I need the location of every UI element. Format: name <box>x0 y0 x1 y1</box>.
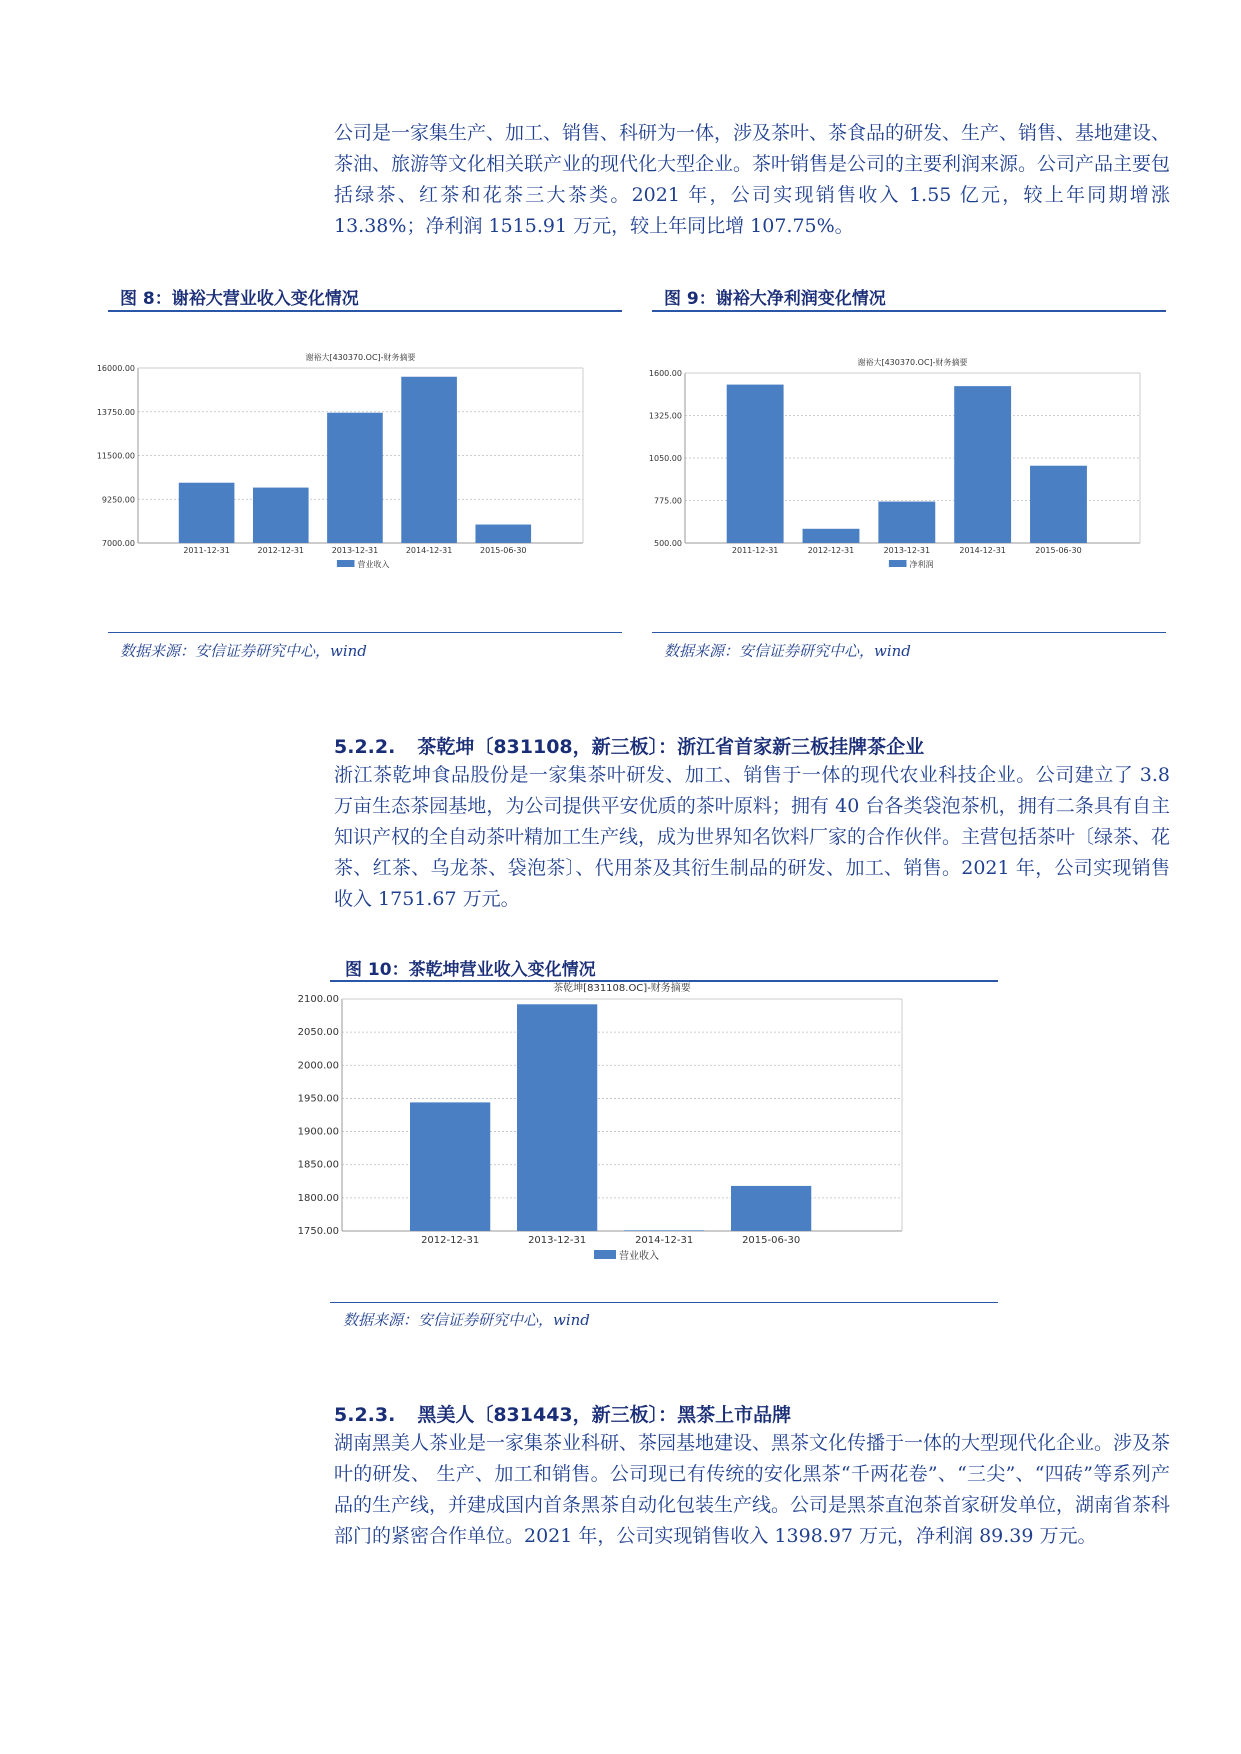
fig10-ytick-label: 1850.00 <box>297 1159 339 1171</box>
fig10-ytick-label: 1800.00 <box>297 1192 339 1204</box>
fig8-bottom-rule <box>108 632 622 633</box>
section-522-heading <box>334 732 924 759</box>
fig10-xtick-label: 2014-12-31 <box>635 1235 694 1246</box>
fig9-bar <box>1030 466 1087 543</box>
fig9-bar <box>727 385 784 543</box>
fig10-ytick-label: 2000.00 <box>297 1060 339 1072</box>
fig8-title: 谢裕大[430370.OC]-财务摘要 <box>305 353 416 362</box>
fig10-xtick-label: 2013-12-31 <box>528 1235 587 1246</box>
section-522-paragraph: 浙江茶乾坤食品股份是一家集茶叶研发、加工、销售于一体的现代农业科技企业。公司建立了 3.8 万亩生态茶园基地，为公司提供平安优质的茶叶原料；拥有 40 台各类袋泡茶机，拥有二条具有自主知识产权的全自动茶叶精加工生产线，成为世界知名饮料厂家的合作伙伴。主营包括茶叶〔绿茶、花茶、红茶、乌龙茶、袋泡茶〕、代用茶及其衍生制品的研发、加工、销售。2021 年，公司实现销售收入 1751.67 万元。 <box>334 764 1171 910</box>
fig8-ytick-label: 7000.00 <box>101 539 135 548</box>
fig9-bar <box>803 529 860 543</box>
fig10-xtick-label: 2015-06-30 <box>742 1235 801 1246</box>
fig9-legend-label: 净利润 <box>909 560 934 569</box>
fig8-chart <box>96 340 622 610</box>
fig9-ytick-label: 1600.00 <box>648 369 682 378</box>
fig9-legend-swatch <box>889 560 907 567</box>
fig8-xtick-label: 2012-12-31 <box>257 546 305 555</box>
fig10-ytick-label: 2050.00 <box>297 1027 339 1039</box>
fig8-bar <box>179 483 235 543</box>
fig8-bar <box>327 413 383 543</box>
fig10-source: 数据来源：安信证券研究中心，wind <box>343 1311 590 1329</box>
fig9-chart <box>648 340 1166 610</box>
fig8-bar <box>475 525 531 543</box>
fig10-ytick-label: 1750.00 <box>297 1226 339 1237</box>
fig8-ytick-label: 13750.00 <box>96 407 135 417</box>
fig10-bar <box>731 1186 811 1231</box>
fig10-legend-label: 营业收入 <box>619 1251 659 1262</box>
section-523-title: 黑美人〔831443，新三板〕：黑茶上市品牌 <box>417 1404 792 1426</box>
fig9-top-rule <box>652 310 1166 312</box>
fig9-caption: 图 9：谢裕大净利润变化情况 <box>664 289 886 309</box>
fig9-bar <box>954 386 1011 543</box>
section-522-number: 5.2.2. <box>334 736 396 758</box>
fig10-ytick-label: 1950.00 <box>297 1093 339 1105</box>
fig8-bar <box>401 377 457 543</box>
fig10-xtick-label: 2012-12-31 <box>421 1235 480 1246</box>
fig10-bar <box>410 1102 490 1231</box>
fig10-bar <box>624 1230 704 1231</box>
fig8-legend-label: 营业收入 <box>357 560 390 569</box>
fig9-xtick-label: 2012-12-31 <box>807 546 855 555</box>
section-522-title: 茶乾坤〔831108，新三板〕：浙江省首家新三板挂牌茶企业 <box>417 736 925 758</box>
fig9-source: 数据来源：安信证券研究中心，wind <box>664 642 911 660</box>
fig8-xtick-label: 2011-12-31 <box>183 546 230 555</box>
fig10-legend-swatch <box>594 1250 616 1259</box>
fig8-xtick-label: 2015-06-30 <box>480 546 527 555</box>
fig9-xtick-label: 2014-12-31 <box>959 546 1006 555</box>
fig9-ytick-label: 500.00 <box>654 539 682 548</box>
section-523-paragraph: 湖南黑美人茶业是一家集茶业科研、茶园基地建设、黑茶文化传播于一体的大型现代化企业。涉及茶叶的研发、 生产、加工和销售。公司现已有传统的安化黑茶“千两花卷”、“三尖”、“四砖”等系列产品的生产线，并建成国内首条黑茶自动化包装生产线。公司是黑茶直泡茶首家研发单位，湖南省茶科部门的紧密合作单位。2021 年，公司实现销售收入 1398.97 万元，净利润 89.39 万元。 <box>334 1432 1171 1547</box>
fig9-ytick-label: 775.00 <box>654 496 682 506</box>
fig9-ytick-label: 1325.00 <box>648 411 682 421</box>
intro-paragraph: 公司是一家集生产、加工、销售、科研为一体，涉及茶叶、茶食品的研发、生产、销售、基地建设、茶油、旅游等文化相关联产业的现代化大型企业。茶叶销售是公司的主要利润来源。公司产品主要包括绿茶、红茶和花茶三大茶类。2021 年，公司实现销售收入 1.55 亿元，较上年同期增涨 13.38%；净利润 1515.91 万元，较上年同比增 107.75%。 <box>334 122 1171 237</box>
fig10-chart <box>297 983 998 1296</box>
fig8-top-rule <box>108 310 622 312</box>
fig8-ytick-label: 11500.00 <box>96 451 135 461</box>
fig8-legend-swatch <box>337 560 355 567</box>
fig9-xtick-label: 2013-12-31 <box>883 546 931 555</box>
fig8-ytick-label: 9250.00 <box>101 495 135 505</box>
fig8-ytick-label: 16000.00 <box>96 364 135 373</box>
fig8-caption: 图 8：谢裕大营业收入变化情况 <box>120 289 359 309</box>
fig9-title: 谢裕大[430370.OC]-财务摘要 <box>857 358 968 367</box>
fig10-caption: 图 10：茶乾坤营业收入变化情况 <box>345 960 596 980</box>
fig8-source: 数据来源：安信证券研究中心，wind <box>120 642 367 660</box>
fig9-xtick-label: 2011-12-31 <box>731 546 779 555</box>
fig9-bar <box>878 502 935 543</box>
fig9-xtick-label: 2015-06-30 <box>1035 546 1082 555</box>
fig9-ytick-label: 1050.00 <box>648 454 682 463</box>
fig10-ytick-label: 1900.00 <box>297 1126 339 1138</box>
section-523-heading <box>334 1400 791 1427</box>
fig10-bottom-rule <box>330 1302 998 1303</box>
fig10-title: 茶乾坤[831108.OC]-财务摘要 <box>553 983 691 994</box>
fig10-ytick-label: 2100.00 <box>297 994 339 1005</box>
fig10-bar <box>517 1004 597 1231</box>
fig8-bar <box>253 488 309 543</box>
section-523-number: 5.2.3. <box>334 1404 396 1426</box>
fig9-bottom-rule <box>652 632 1166 633</box>
fig10-top-rule <box>330 980 998 982</box>
fig8-xtick-label: 2014-12-31 <box>405 546 453 555</box>
fig8-xtick-label: 2013-12-31 <box>331 546 379 555</box>
